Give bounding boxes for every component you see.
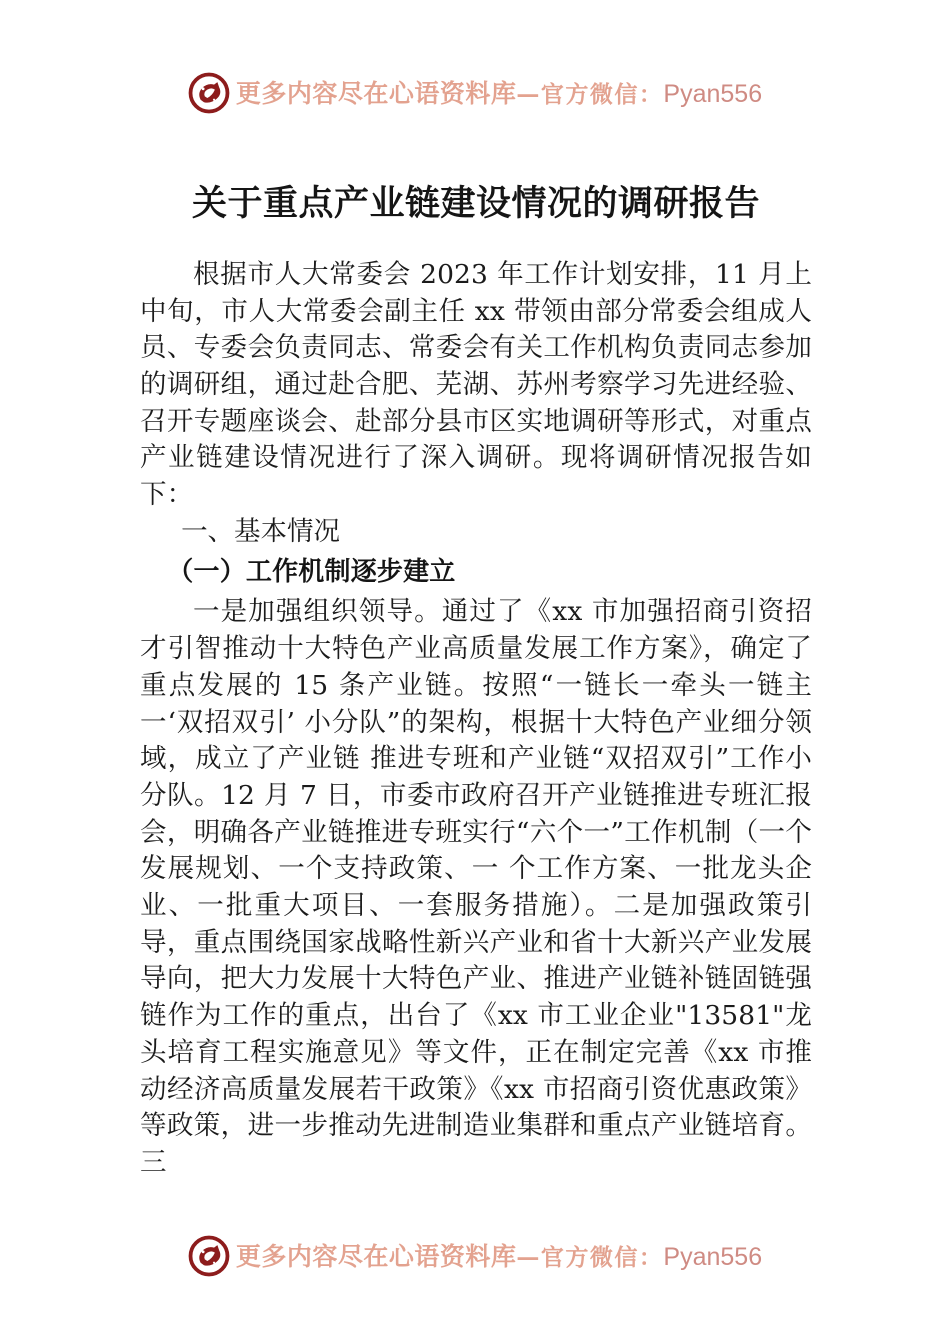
section-heading-1: 一、基本情况 xyxy=(181,515,341,547)
watermark-account-id: Pyan556 xyxy=(663,1243,763,1271)
circular-seal-logo-icon xyxy=(188,1235,230,1277)
watermark-footer xyxy=(0,1235,950,1277)
paragraph-body-1: 一是加强组织领导。通过了《xx 市加强招商引资招才引智推动十大特色产业高质量发展工作方案》，确定了重点发展的 15 条产业链。按照“一链长一牵头一链主一‘双招双引’ 小分队”的架构，根据十大特色产业细分领域，成立了产业链 推进专班和产业链“双招双引”工作小分队。12 月 7 日，市委市政府召开产业链推进专班汇报会，明确各产业链推进专班实行“六个一”工作机制（一个发展规划、一个支持政策、一 个工作方案、一批龙头企业、一批重大项目、一套服务措施）。二是加强政策引导，重点围绕国家战略性新兴产业和省十大新兴产业发展导向，把大力发展十大特色产业、推进产业链补链固链强链作为工作的重点，出台了《xx 市工业企业"13581"龙头培育工程实施意见》等文件，正在制定完善《xx 市推动经济高质量发展若干政策》《xx 市招商引资优惠政策》等政策，进一步推动先进制造业集群和重点产业链培育。三 xyxy=(140,596,812,1178)
subsection-heading-1-1: （一）工作机制逐步建立 xyxy=(167,557,456,588)
watermark-tail-text: —官方微信： xyxy=(516,81,664,108)
paragraph-intro: 根据市人大常委会 2023 年工作计划安排，11 月上中旬，市人大常委会副主任 xx 带领由部分常委会组成人员、专委会负责同志、常委会有关工作机构负责同志参加的调研组，通过赴合肥、芜湖、苏州考察学习先进经验、召开专题座谈会、赴部分县市区实地调研等形式，对重点产业链建设情况进行了深入调研。现将调研情况报告如下： xyxy=(140,258,812,511)
watermark-main-text: 更多内容尽在心语资料库 xyxy=(235,1242,517,1271)
watermark-header xyxy=(0,72,950,114)
watermark-text xyxy=(236,81,762,107)
watermark-account-id: Pyan556 xyxy=(663,80,763,108)
watermark-text xyxy=(236,1244,762,1270)
watermark-main-text: 更多内容尽在心语资料库 xyxy=(235,79,517,108)
page-title: 关于重点产业链建设情况的调研报告 xyxy=(191,184,760,224)
watermark-tail-text: —官方微信： xyxy=(516,1244,664,1271)
circular-seal-logo-icon xyxy=(188,72,230,114)
document-content xyxy=(140,182,812,1182)
